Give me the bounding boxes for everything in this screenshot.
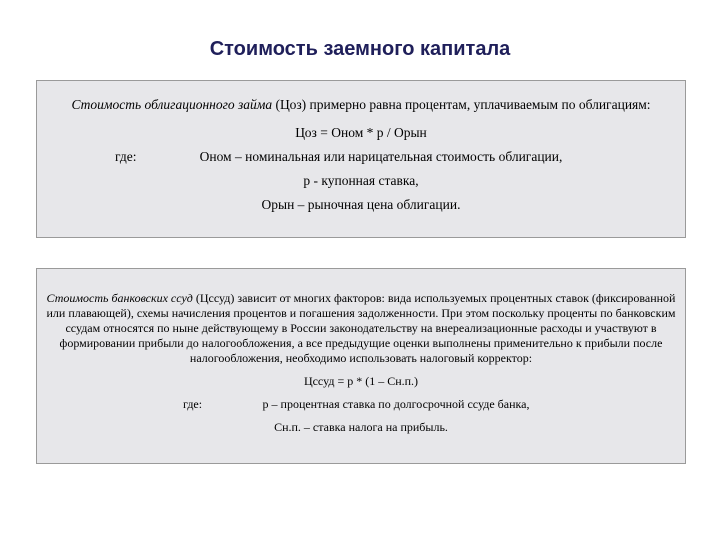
bond-cost-paragraph [37, 81, 685, 113]
bond-def-market: Орын – рыночная цена облигации. [261, 197, 461, 212]
bond-def-coupon: р - купонная ставка, [303, 173, 419, 188]
loan-where-label: где: [183, 397, 203, 411]
loan-def-tax: Сн.п. – ставка налога на прибыль. [274, 420, 448, 434]
bond-cost-term: Стоимость облигационного займа [71, 97, 273, 112]
loan-def-rate: р – процентная ставка по долгосрочной ссуде банка, [262, 397, 530, 411]
loan-where-row [37, 397, 685, 412]
loan-cost-text: (Цссуд) зависит от многих факторов: вида используемых процентных ставок (фиксированной или плавающей), схемы начисления процентов и погашения задолженности. При этом поскольку проценты по банковским ссудам относятся по ныне действующему в России законодательству на внереализационные расходы и участвуют в формировании прибыли до налогообложения, а все предыдущие оценки выполнены применительно к прибыли после налогообложения, необходимо использовать налоговый корректор: [46, 291, 676, 365]
bond-cost-text: (Цоз) примерно равна процентам, уплачиваемым по облигациям: [272, 97, 651, 112]
bond-def-nominal: Оном – номинальная или нарицательная стоимость облигации, [199, 149, 563, 164]
bond-cost-box [36, 80, 686, 238]
loan-cost-box [36, 268, 686, 464]
loan-cost-formula: Цссуд = р * (1 – Сн.п.) [303, 374, 419, 388]
bond-where-row [37, 149, 685, 165]
loan-cost-paragraph [37, 269, 685, 366]
page-title: Стоимость заемного капитала [209, 38, 511, 60]
bond-cost-formula: Цоз = Оном * р / Орын [295, 125, 427, 140]
bond-where-label: где: [115, 149, 137, 164]
loan-cost-term: Стоимость банковских ссуд [46, 291, 193, 305]
